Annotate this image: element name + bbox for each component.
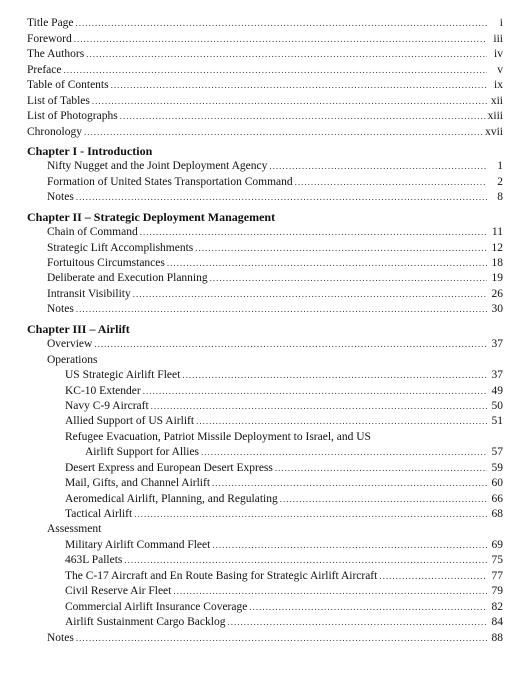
dot-leader bbox=[182, 368, 487, 382]
toc-entry[interactable] bbox=[27, 77, 503, 92]
toc-entry[interactable] bbox=[27, 413, 503, 428]
dot-leader bbox=[275, 461, 487, 475]
entry-page: 79 bbox=[491, 585, 503, 598]
entry-page: xii bbox=[490, 94, 503, 107]
entry-title: Title Page bbox=[27, 17, 74, 30]
toc-entry[interactable] bbox=[27, 301, 503, 316]
chapter-heading[interactable]: Chapter III – Airlift bbox=[27, 321, 130, 336]
entry-page: 59 bbox=[491, 461, 503, 474]
dot-leader bbox=[140, 225, 487, 239]
toc-entry[interactable] bbox=[27, 46, 503, 61]
entry-page: 1 bbox=[497, 160, 503, 173]
entry-page: 82 bbox=[491, 600, 503, 613]
entry-title: Chain of Command bbox=[47, 226, 138, 239]
dot-leader bbox=[210, 271, 487, 285]
toc-entry[interactable] bbox=[27, 459, 503, 474]
toc-entry[interactable] bbox=[27, 270, 503, 285]
entry-title: Overview bbox=[47, 338, 93, 351]
dot-leader bbox=[201, 445, 487, 459]
entry-page: 11 bbox=[491, 226, 503, 239]
toc-entry[interactable] bbox=[27, 336, 503, 351]
entry-title: Military Airlift Command Fleet bbox=[65, 538, 211, 551]
toc-entry[interactable] bbox=[27, 490, 503, 505]
entry-title: Civil Reserve Air Fleet bbox=[65, 585, 172, 598]
entry-title: Strategic Lift Accomplishments bbox=[47, 241, 194, 254]
dot-leader bbox=[143, 384, 487, 398]
dot-leader bbox=[84, 125, 483, 139]
toc-entry[interactable] bbox=[27, 398, 503, 413]
entry-page: iii bbox=[493, 32, 503, 45]
entry-title: Notes bbox=[47, 303, 74, 316]
entry-page: 18 bbox=[491, 257, 503, 269]
dot-leader bbox=[111, 78, 487, 92]
entry-page: 49 bbox=[491, 384, 503, 397]
dot-leader bbox=[120, 109, 486, 123]
dot-leader bbox=[212, 538, 487, 552]
entry-page: 37 bbox=[491, 369, 503, 382]
entry-title: Foreword bbox=[27, 32, 72, 45]
toc-entry[interactable] bbox=[27, 285, 503, 300]
entry-title: Refugee Evacuation, Patriot Missile Deployment to Israel, and US bbox=[65, 430, 371, 443]
dot-leader bbox=[280, 492, 487, 506]
toc-entry[interactable] bbox=[27, 614, 503, 629]
dot-leader bbox=[63, 63, 487, 77]
entry-page: 75 bbox=[491, 554, 503, 567]
entry-page: iv bbox=[494, 48, 503, 61]
entry-title: The C-17 Aircraft and En Route Basing for Strategic Airlift Aircraft bbox=[65, 569, 378, 582]
table-of-contents bbox=[27, 15, 503, 645]
dot-leader bbox=[379, 569, 487, 583]
toc-entry[interactable] bbox=[27, 239, 503, 254]
dot-leader bbox=[76, 302, 487, 316]
entry-title: Airlift Support for Allies bbox=[85, 446, 200, 459]
entry-page: 88 bbox=[491, 631, 503, 644]
entry-title: Formation of United States Transportation Command bbox=[47, 175, 293, 188]
entry-page: 69 bbox=[491, 538, 503, 551]
toc-entry-wrapped-line[interactable] bbox=[27, 428, 503, 443]
entry-title: Nifty Nugget and the Joint Deployment Agency bbox=[47, 160, 268, 173]
entry-title: Table of Contents bbox=[27, 79, 109, 92]
dot-leader bbox=[173, 584, 487, 598]
entry-title: Notes bbox=[47, 631, 74, 644]
toc-entry[interactable] bbox=[27, 567, 503, 582]
toc-entry[interactable] bbox=[27, 224, 503, 239]
section-label-text: Assessment bbox=[47, 523, 102, 536]
dot-leader bbox=[92, 94, 487, 108]
entry-page: 19 bbox=[491, 272, 503, 285]
toc-entry[interactable] bbox=[27, 629, 503, 644]
toc-entry[interactable] bbox=[27, 30, 503, 45]
dot-leader bbox=[133, 287, 487, 301]
toc-entry[interactable] bbox=[27, 173, 503, 188]
entry-title: Airlift Sustainment Cargo Backlog bbox=[65, 616, 226, 629]
dot-leader bbox=[74, 32, 487, 46]
entry-title: List of Photographs bbox=[27, 110, 118, 123]
toc-entry[interactable] bbox=[27, 475, 503, 490]
toc-entry[interactable] bbox=[27, 255, 503, 270]
chapter-heading[interactable]: Chapter I - Introduction bbox=[27, 143, 153, 158]
toc-entry[interactable] bbox=[27, 158, 503, 173]
entry-page: 60 bbox=[491, 477, 503, 490]
entry-title: Chronology bbox=[27, 125, 82, 138]
toc-entry[interactable] bbox=[27, 598, 503, 613]
entry-title: US Strategic Airlift Fleet bbox=[65, 369, 181, 382]
dot-leader bbox=[134, 507, 487, 521]
entry-page: 57 bbox=[491, 446, 503, 459]
entry-page: 66 bbox=[491, 492, 503, 505]
entry-page: i bbox=[499, 17, 503, 30]
dot-leader bbox=[167, 256, 487, 270]
entry-page: 77 bbox=[491, 569, 503, 582]
entry-page: v bbox=[497, 63, 503, 76]
section-label bbox=[27, 351, 503, 366]
dot-leader bbox=[76, 190, 487, 204]
dot-leader bbox=[124, 553, 487, 567]
toc-entry[interactable] bbox=[27, 583, 503, 598]
toc-entry[interactable] bbox=[27, 552, 503, 567]
toc-entry[interactable] bbox=[27, 108, 503, 123]
entry-title: Preface bbox=[27, 63, 62, 76]
entry-page: 2 bbox=[497, 175, 503, 188]
dot-leader bbox=[227, 615, 487, 629]
dot-leader bbox=[196, 414, 487, 428]
entry-page: 8 bbox=[497, 191, 503, 204]
entry-title: Deliberate and Execution Planning bbox=[47, 272, 208, 285]
entry-page: 26 bbox=[491, 287, 503, 300]
entry-title: Aeromedical Airlift, Planning, and Regulating bbox=[65, 492, 278, 505]
entry-page: 37 bbox=[491, 338, 503, 351]
entry-page: 68 bbox=[491, 508, 503, 520]
entry-page: 51 bbox=[491, 415, 503, 428]
entry-title: Mail, Gifts, and Channel Airlift bbox=[65, 477, 211, 490]
entry-title: Intransit Visibility bbox=[47, 287, 131, 300]
toc-entry[interactable] bbox=[27, 189, 503, 204]
toc-entry[interactable] bbox=[27, 382, 503, 397]
section-label bbox=[27, 521, 503, 536]
entry-page: xiii bbox=[487, 110, 503, 123]
dot-leader bbox=[76, 631, 487, 645]
entry-page: 84 bbox=[491, 616, 503, 629]
toc-entry[interactable] bbox=[27, 367, 503, 382]
entry-page: 30 bbox=[491, 303, 503, 316]
entry-title: The Authors bbox=[27, 48, 85, 61]
entry-title: 463L Pallets bbox=[65, 554, 123, 567]
dot-leader bbox=[94, 337, 487, 351]
dot-leader bbox=[212, 476, 487, 490]
toc-entry[interactable] bbox=[27, 536, 503, 551]
entry-title: Notes bbox=[47, 191, 74, 204]
toc-entry[interactable] bbox=[27, 444, 503, 459]
toc-entry[interactable] bbox=[27, 61, 503, 76]
chapter-heading[interactable]: Chapter II – Strategic Deployment Management bbox=[27, 209, 276, 224]
entry-page: xvii bbox=[485, 125, 503, 138]
entry-page: 50 bbox=[491, 399, 503, 412]
dot-leader bbox=[295, 175, 487, 189]
toc-entry[interactable] bbox=[27, 123, 503, 138]
entry-title: Commercial Airlift Insurance Coverage bbox=[65, 600, 248, 613]
toc-entry[interactable] bbox=[27, 506, 503, 521]
entry-title: Tactical Airlift bbox=[65, 508, 133, 520]
entry-title: Navy C-9 Aircraft bbox=[65, 399, 149, 412]
entry-title: List of Tables bbox=[27, 94, 90, 107]
entry-title: Fortuitous Circumstances bbox=[47, 257, 165, 269]
entry-title: Allied Support of US Airlift bbox=[65, 415, 195, 428]
toc-entry[interactable] bbox=[27, 92, 503, 107]
dot-leader bbox=[86, 47, 487, 61]
dot-leader bbox=[195, 241, 487, 255]
toc-entry[interactable] bbox=[27, 15, 503, 30]
dot-leader bbox=[151, 399, 487, 413]
entry-page: 12 bbox=[491, 241, 503, 254]
dot-leader bbox=[76, 16, 487, 30]
section-label-text: Operations bbox=[47, 353, 98, 366]
entry-title: KC-10 Extender bbox=[65, 384, 141, 397]
dot-leader bbox=[249, 600, 487, 614]
dot-leader bbox=[269, 159, 487, 173]
entry-page: ix bbox=[494, 79, 503, 92]
entry-title: Desert Express and European Desert Express bbox=[65, 461, 273, 474]
